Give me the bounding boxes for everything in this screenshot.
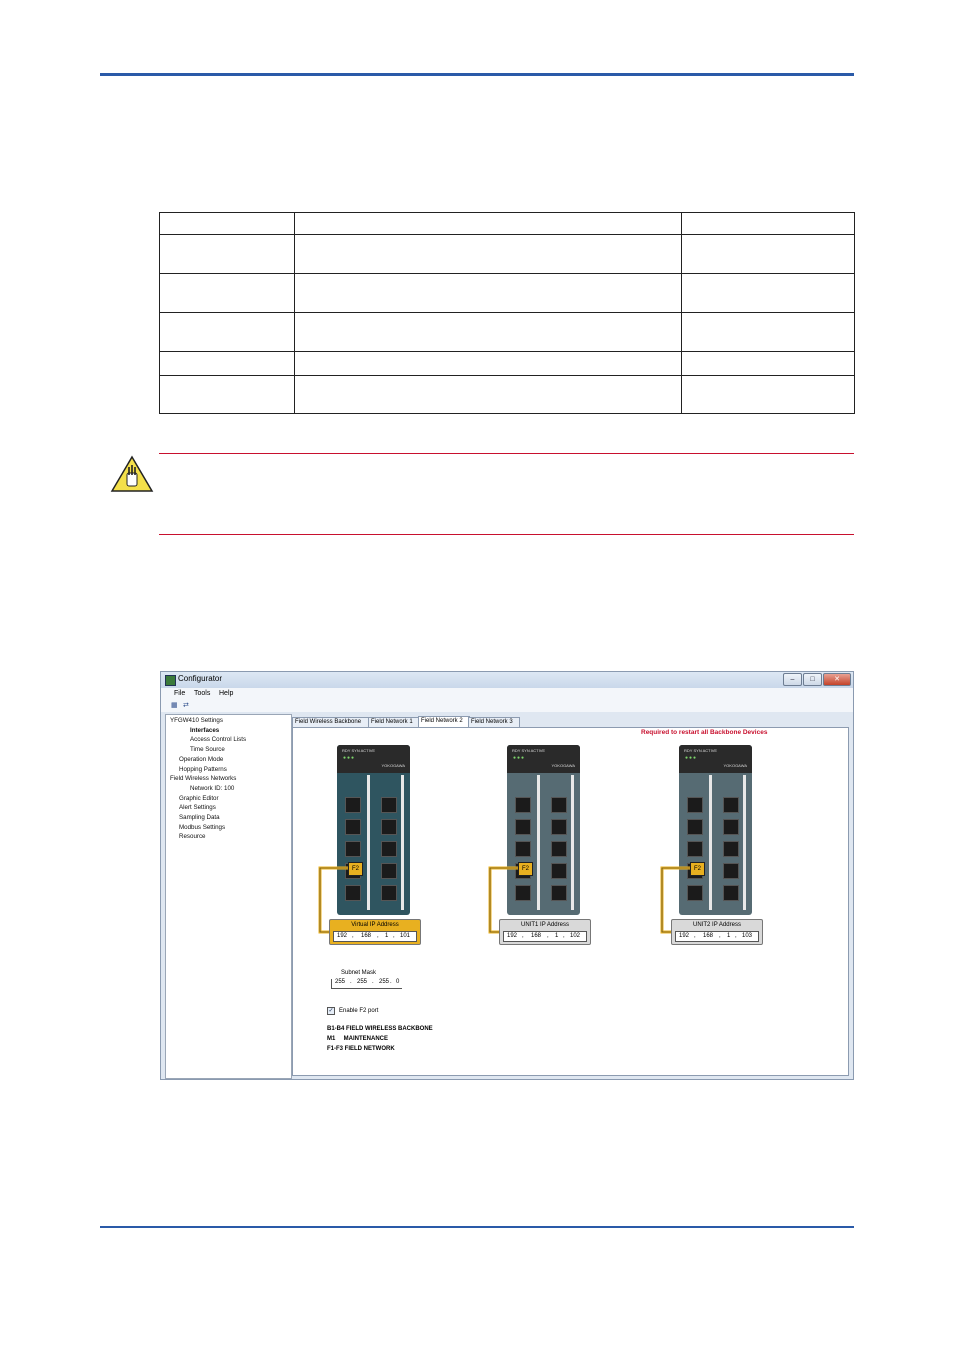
tree-item-resource[interactable]: Resource xyxy=(179,833,206,840)
port-icon xyxy=(381,885,397,901)
port-icon xyxy=(551,819,567,835)
window-title: Configurator xyxy=(178,674,223,683)
port-icon xyxy=(345,819,361,835)
subnet-label: Subnet Mask xyxy=(341,970,377,976)
port-icon xyxy=(723,819,739,835)
label-strip xyxy=(401,775,404,910)
port-icon xyxy=(515,819,531,835)
restart-warning: Required to restart all Backbone Devices xyxy=(641,729,768,736)
brand-label: YOKOGAWA xyxy=(723,763,747,768)
legend-line: F1-F3 FIELD NETWORK xyxy=(327,1046,395,1052)
table-row xyxy=(160,376,855,414)
menu-bar xyxy=(161,688,853,700)
tree-item-modbus[interactable]: Modbus Settings xyxy=(179,824,226,831)
main-area xyxy=(292,714,850,1077)
ip-octet: 168 xyxy=(531,933,542,939)
tree-item-hopping[interactable]: Hopping Patterns xyxy=(179,766,227,773)
ip-label: UNIT2 IP Address xyxy=(693,922,741,928)
subnet-octet: 255 xyxy=(335,979,346,985)
menu-help[interactable]: Help xyxy=(219,690,234,697)
device-head xyxy=(507,745,580,773)
f2-port-label: F2 xyxy=(693,866,701,872)
device-head xyxy=(679,745,752,773)
ip-field[interactable]: 192 , 168 , 1 , 102 xyxy=(503,931,587,942)
network-panel xyxy=(292,727,849,1076)
port-icon xyxy=(551,841,567,857)
table-row xyxy=(160,352,855,376)
legend-line: M1 MAINTENANCE xyxy=(327,1036,389,1042)
enable-f2-checkbox[interactable] xyxy=(327,1007,378,1015)
subnet-octet: 0 xyxy=(396,979,400,985)
status-led-icon: ●●● xyxy=(685,755,698,761)
ip-octet: 101 xyxy=(400,933,411,939)
tree-item-interfaces[interactable]: Interfaces xyxy=(190,727,220,734)
subnet-field[interactable]: 255 . 255 . 255 . 0 xyxy=(331,979,402,989)
important-hand-icon xyxy=(110,455,154,498)
device-led-label: RDY SYN ACTIVE xyxy=(512,748,546,753)
tree-item-network-id[interactable]: Network ID: 100 xyxy=(190,785,235,792)
minimize-button[interactable]: – xyxy=(783,673,802,686)
ip-field[interactable]: 192 , 168 , 1 , 103 xyxy=(675,931,759,942)
port-icon xyxy=(687,819,703,835)
port-icon xyxy=(345,841,361,857)
ip-octet: 1 xyxy=(727,933,731,939)
settings-tree xyxy=(165,714,292,1079)
port-icon xyxy=(551,863,567,879)
f2-port-label: F2 xyxy=(521,866,529,872)
table-row xyxy=(160,213,855,235)
note-top-rule xyxy=(159,453,854,454)
ip-octet: 192 xyxy=(337,933,348,939)
enable-f2-label: Enable F2 port xyxy=(339,1008,379,1014)
port-icon xyxy=(515,797,531,813)
table-row xyxy=(160,235,855,274)
tree-item-graphic-editor[interactable]: Graphic Editor xyxy=(179,795,219,802)
check-icon[interactable]: ✓ xyxy=(328,1008,334,1014)
configurator-window xyxy=(160,671,854,1080)
title-bar xyxy=(161,672,853,688)
ip-octet: 103 xyxy=(742,933,753,939)
f2-port-label: F2 xyxy=(351,866,359,872)
port-icon xyxy=(381,819,397,835)
spec-table xyxy=(159,212,855,414)
tab-network-3[interactable]: Field Network 3 xyxy=(468,717,520,728)
ip-field[interactable]: 192 , 168 , 1 , 101 xyxy=(333,931,417,942)
port-icon xyxy=(723,797,739,813)
app-icon xyxy=(165,675,176,686)
port-icon xyxy=(381,863,397,879)
subnet-octet: 255 xyxy=(379,979,390,985)
legend-line: B1-B4 FIELD WIRELESS BACKBONE xyxy=(327,1026,433,1032)
subnet-mask xyxy=(331,970,402,989)
port-icon xyxy=(551,797,567,813)
port-icon xyxy=(381,841,397,857)
ip-octet: 1 xyxy=(555,933,559,939)
port-icon xyxy=(723,841,739,857)
device-led-label: RDY SYN ACTIVE xyxy=(684,748,718,753)
save-icon[interactable]: ▦ xyxy=(171,702,178,709)
header-rule xyxy=(100,73,854,76)
ip-label: Virtual IP Address xyxy=(351,922,399,928)
brand-label: YOKOGAWA xyxy=(551,763,575,768)
port-icon xyxy=(687,797,703,813)
port-icon xyxy=(515,841,531,857)
tree-item-sampling[interactable]: Sampling Data xyxy=(179,814,220,821)
status-led-icon: ●●● xyxy=(513,755,526,761)
ip-label: UNIT1 IP Address xyxy=(521,922,569,928)
ip-octet: 192 xyxy=(507,933,518,939)
label-strip xyxy=(743,775,746,910)
ip-address-box xyxy=(671,919,763,945)
menu-tools[interactable]: Tools xyxy=(194,690,211,697)
note-bottom-rule xyxy=(159,534,854,535)
tab-network-1[interactable]: Field Network 1 xyxy=(368,717,420,728)
port-icon xyxy=(345,797,361,813)
menu-file[interactable]: File xyxy=(174,690,186,697)
close-button[interactable]: ✕ xyxy=(823,673,851,686)
table-row xyxy=(160,313,855,352)
toolbar xyxy=(161,700,853,712)
tree-item-settings[interactable]: YFGW410 Settings xyxy=(170,717,223,724)
ip-octet: 168 xyxy=(703,933,714,939)
tree-item-time-source[interactable]: Time Source xyxy=(190,746,225,753)
tab-backbone[interactable]: Field Wireless Backbone xyxy=(292,717,370,728)
label-strip xyxy=(571,775,574,910)
status-led-icon: ●●● xyxy=(343,755,356,761)
table-row xyxy=(160,274,855,313)
tree-item-alert[interactable]: Alert Settings xyxy=(179,804,216,811)
port-icon xyxy=(687,841,703,857)
device-head xyxy=(337,745,410,773)
tree-item-operation-mode[interactable]: Operation Mode xyxy=(179,756,224,763)
tree-item-networks[interactable]: Field Wireless Networks xyxy=(170,775,237,782)
connect-icon[interactable]: ⇄ xyxy=(183,702,189,709)
port-icon xyxy=(723,863,739,879)
ip-octet: 192 xyxy=(679,933,690,939)
subnet-octet: 255 xyxy=(357,979,368,985)
port-icon xyxy=(723,885,739,901)
brand-label: YOKOGAWA xyxy=(381,763,405,768)
footer-rule xyxy=(100,1226,854,1228)
tab-network-2[interactable]: Field Network 2 xyxy=(418,716,470,728)
maximize-button[interactable]: □ xyxy=(803,673,822,686)
ip-address-box xyxy=(329,919,421,945)
ip-octet: 102 xyxy=(570,933,581,939)
ip-octet: 168 xyxy=(361,933,372,939)
device-led-label: RDY SYN ACTIVE xyxy=(342,748,376,753)
port-icon xyxy=(381,797,397,813)
tree-item-acl[interactable]: Access Control Lists xyxy=(190,736,247,743)
ip-octet: 1 xyxy=(385,933,389,939)
ip-address-box xyxy=(499,919,591,945)
port-legend xyxy=(327,1024,433,1054)
port-icon xyxy=(551,885,567,901)
